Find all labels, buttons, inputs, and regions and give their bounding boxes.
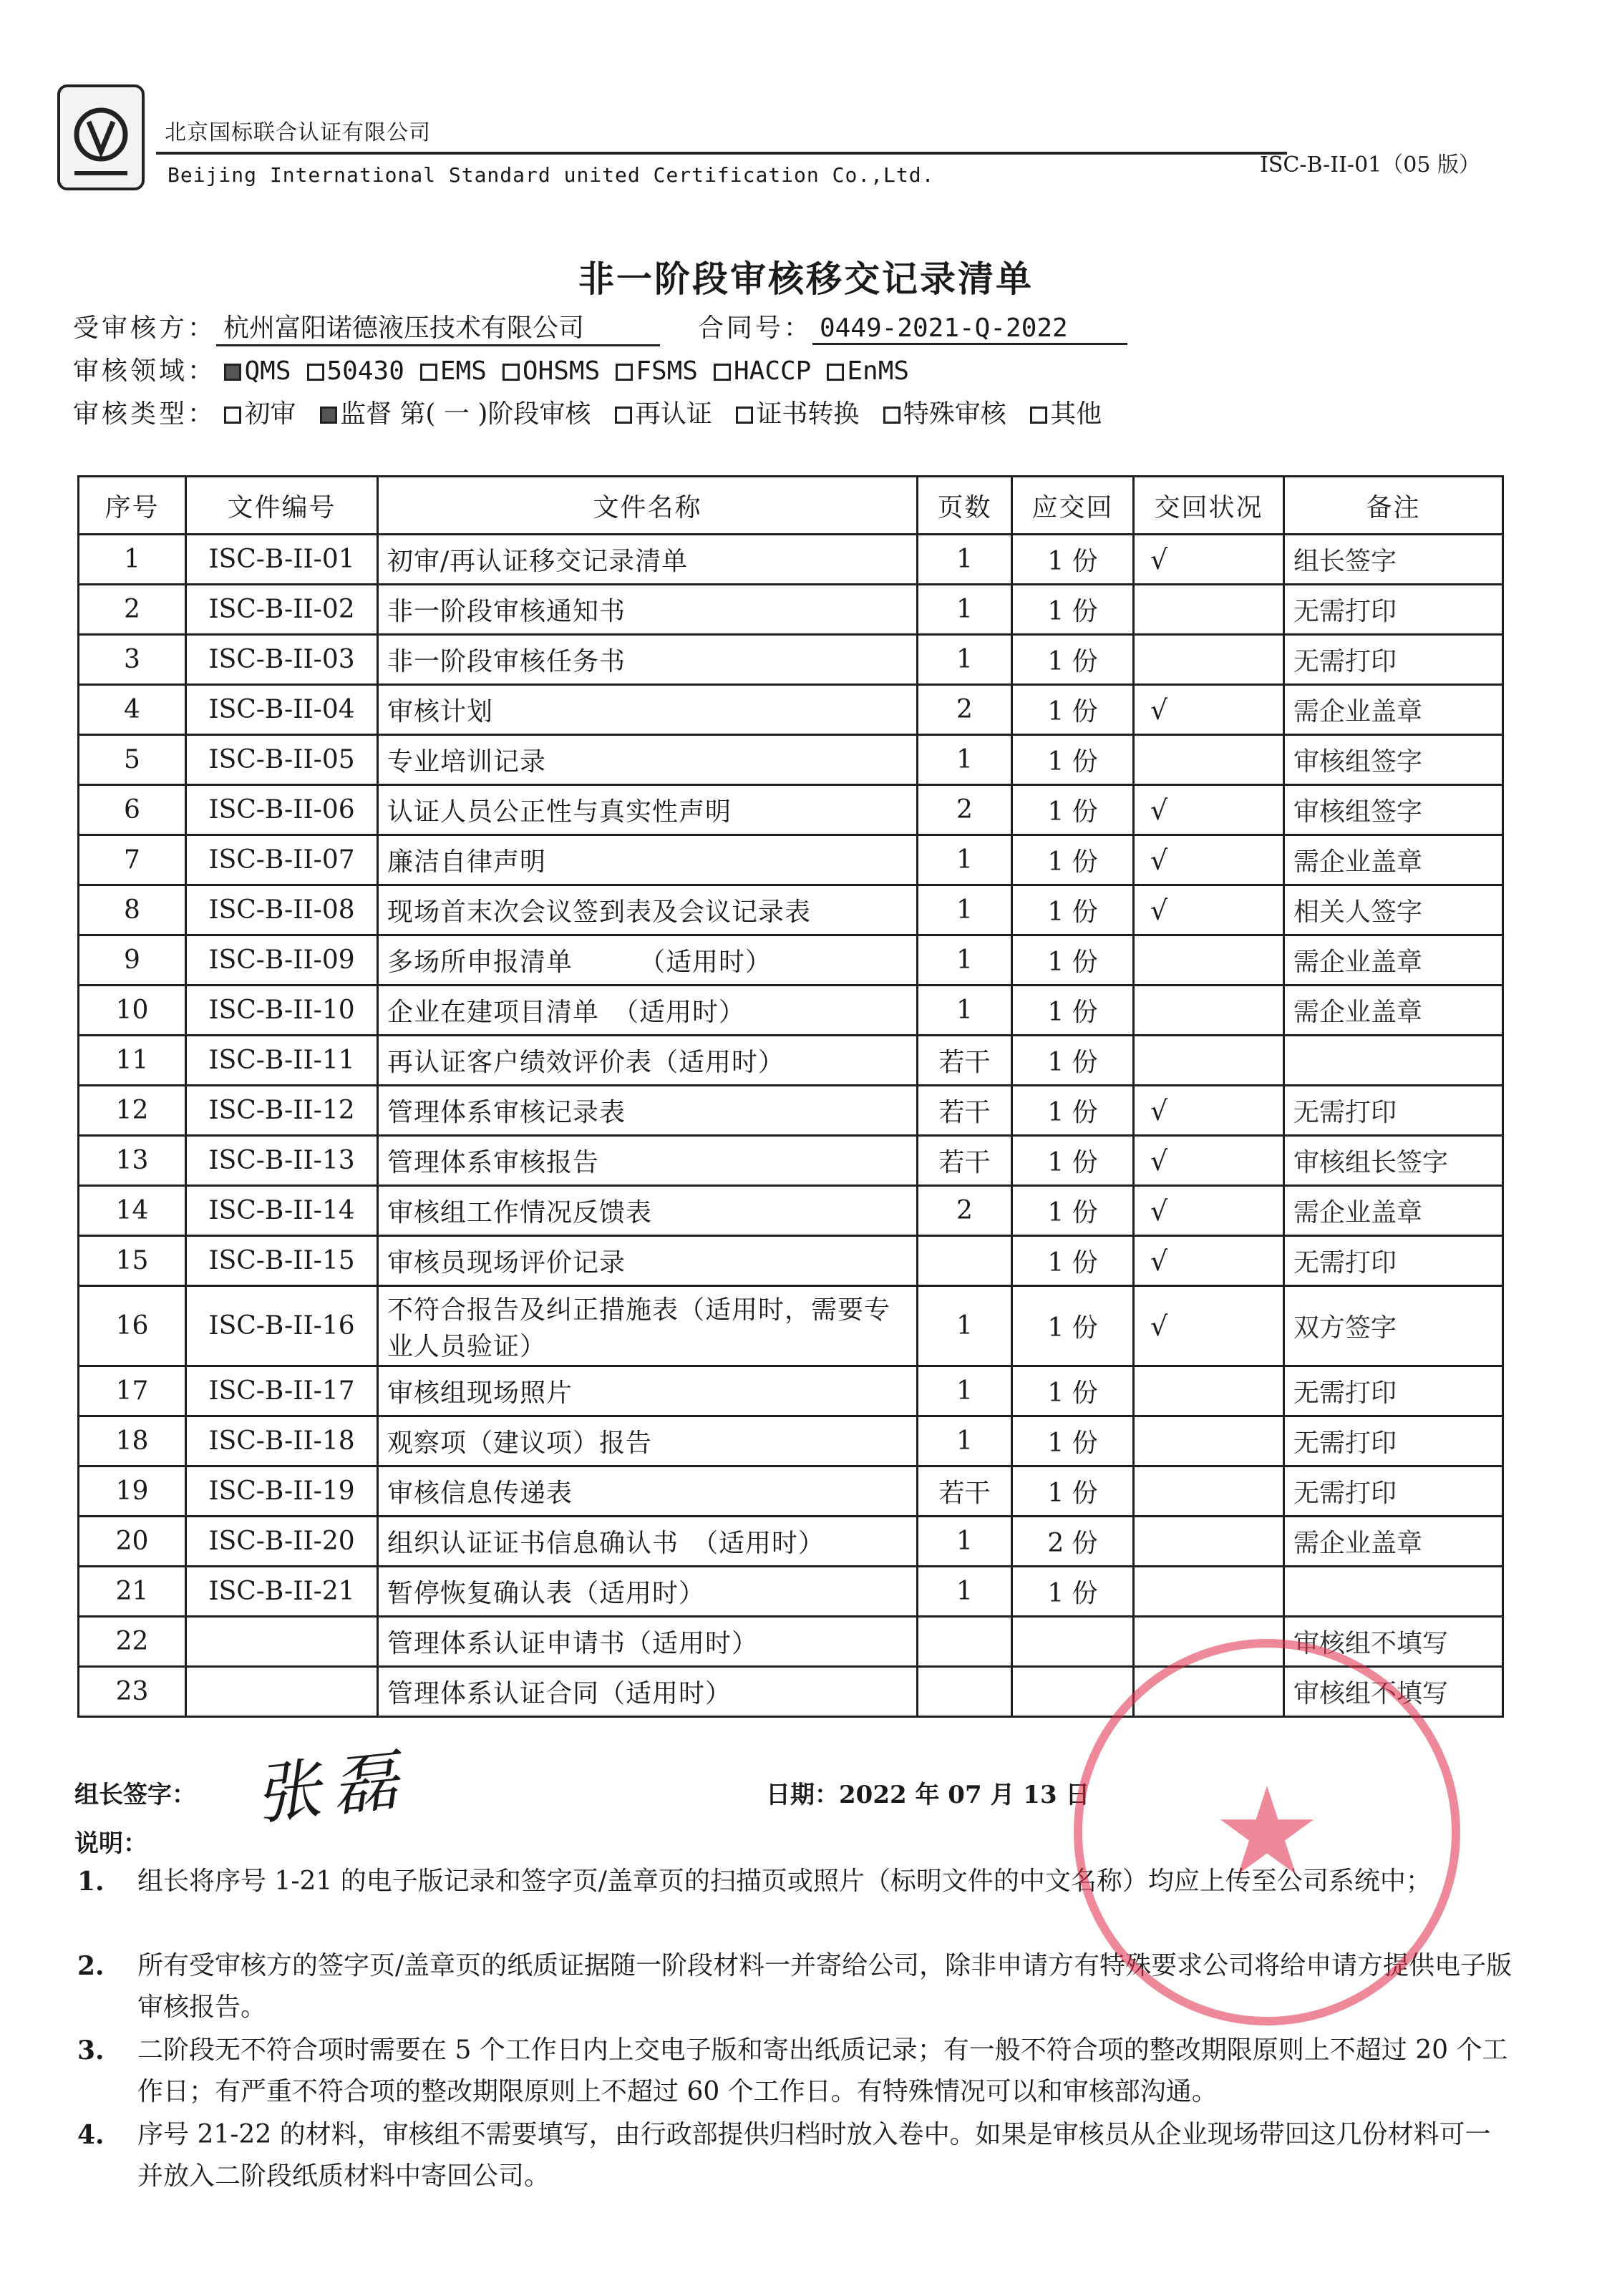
note-item: 2. 所有受审核方的签字页/盖章页的纸质证据随一阶段材料一并寄给公司，除非申请方有特殊要求公司将给申请方提供电子版审核报告。 bbox=[77, 1951, 1513, 2022]
row-pages: 若干 bbox=[918, 1466, 1012, 1517]
row-name: 管理体系认证合同（适用时） bbox=[378, 1667, 918, 1717]
row-no: 11 bbox=[79, 1036, 186, 1086]
type-initial-option[interactable]: 初审 bbox=[224, 394, 296, 430]
row-code: ISC-B-II-05 bbox=[186, 735, 378, 785]
row-pages: 1 bbox=[918, 986, 1012, 1036]
row-copies: 1 份 bbox=[1012, 1036, 1134, 1086]
domain-option-ems[interactable]: EMS bbox=[420, 356, 487, 386]
type-label: 审核类型： bbox=[73, 399, 217, 429]
row-name: 多场所申报清单 （适用时） bbox=[378, 935, 918, 986]
row-code bbox=[186, 1667, 378, 1717]
stage-text: 第( 一 )阶段审核 bbox=[399, 399, 591, 429]
checkbox-icon bbox=[502, 364, 520, 381]
page-title: 非一阶段审核移交记录清单 bbox=[578, 258, 1034, 300]
row-copies: 1 份 bbox=[1012, 1416, 1134, 1466]
row-code: ISC-B-II-21 bbox=[186, 1567, 378, 1617]
company-name-cn: 北京国标联合认证有限公司 bbox=[165, 120, 431, 145]
row-no: 21 bbox=[79, 1567, 186, 1617]
row-status: √ bbox=[1134, 835, 1284, 885]
row-name: 审核组现场照片 bbox=[378, 1366, 918, 1416]
audit-domain-row bbox=[73, 351, 925, 387]
row-no: 2 bbox=[79, 585, 186, 635]
type-other-option[interactable]: 其他 bbox=[1030, 394, 1102, 430]
row-copies: 1 份 bbox=[1012, 1366, 1134, 1416]
row-pages: 2 bbox=[918, 785, 1012, 835]
header-remark: 备注 bbox=[1284, 477, 1503, 535]
signature-date: 日期：2022 年 07 月 13 日 bbox=[766, 1781, 1090, 1809]
checkbox-icon bbox=[615, 407, 632, 424]
row-code: ISC-B-II-18 bbox=[186, 1416, 378, 1466]
row-copies: 1 份 bbox=[1012, 1236, 1134, 1286]
checkbox-checked-icon bbox=[224, 364, 241, 381]
records-table bbox=[77, 475, 1504, 1718]
row-code: ISC-B-II-07 bbox=[186, 835, 378, 885]
row-copies: 1 份 bbox=[1012, 885, 1134, 935]
row-no: 23 bbox=[79, 1667, 186, 1717]
row-code: ISC-B-II-19 bbox=[186, 1466, 378, 1517]
table-row bbox=[79, 1517, 1503, 1567]
auditee-row bbox=[73, 308, 1127, 346]
row-remark: 审核组不填写 bbox=[1284, 1667, 1503, 1717]
row-copies: 1 份 bbox=[1012, 1136, 1134, 1186]
row-remark bbox=[1284, 1567, 1503, 1617]
row-copies bbox=[1012, 1617, 1134, 1667]
table-row bbox=[79, 585, 1503, 635]
note-item: 3. 二阶段无不符合项时需要在 5 个工作日内上交电子版和寄出纸质记录；有一般不符合项的整改期限原则上不超过 20 个工作日；有严重不符合项的整改期限原则上不超过 60 个工作日。有特殊情况可以和审核部沟通。 bbox=[77, 2035, 1508, 2106]
row-pages: 1 bbox=[918, 535, 1012, 585]
header-divider bbox=[156, 152, 1287, 155]
table-row bbox=[79, 735, 1503, 785]
domain-options bbox=[224, 356, 925, 386]
row-remark: 审核组长签字 bbox=[1284, 1136, 1503, 1186]
row-pages bbox=[918, 1236, 1012, 1286]
contract-value[interactable]: 0449-2021-Q-2022 bbox=[812, 313, 1127, 345]
row-no: 6 bbox=[79, 785, 186, 835]
row-remark: 无需打印 bbox=[1284, 1416, 1503, 1466]
auditee-value[interactable]: 杭州富阳诺德液压技术有限公司 bbox=[216, 308, 660, 346]
seal-star-icon: ★ bbox=[1212, 1761, 1322, 1903]
row-remark: 无需打印 bbox=[1284, 585, 1503, 635]
row-pages: 1 bbox=[918, 585, 1012, 635]
row-no: 3 bbox=[79, 635, 186, 685]
row-remark: 需企业盖章 bbox=[1284, 935, 1503, 986]
header-status: 交回状况 bbox=[1134, 477, 1284, 535]
row-pages: 1 bbox=[918, 885, 1012, 935]
row-copies: 1 份 bbox=[1012, 1086, 1134, 1136]
row-copies: 1 份 bbox=[1012, 986, 1134, 1036]
checkbox-icon bbox=[420, 364, 437, 381]
auditee-label: 受审核方： bbox=[73, 313, 217, 343]
company-name-en: Beijing International Standard united Certification Co.,Ltd. bbox=[167, 163, 935, 187]
row-pages: 1 bbox=[918, 1517, 1012, 1567]
row-pages: 若干 bbox=[918, 1136, 1012, 1186]
row-pages: 1 bbox=[918, 1567, 1012, 1617]
row-status bbox=[1134, 1416, 1284, 1466]
row-name: 非一阶段审核通知书 bbox=[378, 585, 918, 635]
row-remark: 无需打印 bbox=[1284, 1366, 1503, 1416]
row-remark: 需企业盖章 bbox=[1284, 1186, 1503, 1236]
domain-option-ohsms[interactable]: OHSMS bbox=[502, 356, 600, 386]
row-name: 审核计划 bbox=[378, 685, 918, 735]
row-status bbox=[1134, 1466, 1284, 1517]
row-code: ISC-B-II-11 bbox=[186, 1036, 378, 1086]
row-no: 12 bbox=[79, 1086, 186, 1136]
row-name: 审核信息传递表 bbox=[378, 1466, 918, 1517]
row-copies: 2 份 bbox=[1012, 1517, 1134, 1567]
row-code: ISC-B-II-15 bbox=[186, 1236, 378, 1286]
row-name: 认证人员公正性与真实性声明 bbox=[378, 785, 918, 835]
row-name: 组织认证证书信息确认书 （适用时） bbox=[378, 1517, 918, 1567]
notes-title: 说明： bbox=[74, 1829, 147, 1858]
row-pages: 1 bbox=[918, 1286, 1012, 1366]
table-row bbox=[79, 986, 1503, 1036]
checkbox-icon bbox=[883, 407, 900, 424]
row-remark: 需企业盖章 bbox=[1284, 1517, 1503, 1567]
form-code: ISC-B-II-01（05 版） bbox=[1260, 152, 1480, 177]
table-row bbox=[79, 1667, 1503, 1717]
type-recert-option[interactable]: 再认证 bbox=[615, 394, 712, 430]
row-no: 7 bbox=[79, 835, 186, 885]
row-name: 非一阶段审核任务书 bbox=[378, 635, 918, 685]
table-row bbox=[79, 535, 1503, 585]
row-remark: 无需打印 bbox=[1284, 1086, 1503, 1136]
row-code: ISC-B-II-17 bbox=[186, 1366, 378, 1416]
row-name: 企业在建项目清单 （适用时） bbox=[378, 986, 918, 1036]
row-pages: 1 bbox=[918, 735, 1012, 785]
row-name: 廉洁自律声明 bbox=[378, 835, 918, 885]
type-surveillance-option[interactable]: 监督 第( 一 )阶段审核 bbox=[320, 394, 591, 430]
table-row bbox=[79, 1466, 1503, 1517]
row-copies: 1 份 bbox=[1012, 785, 1134, 835]
domain-option-haccp[interactable]: HACCP bbox=[714, 356, 811, 386]
row-code: ISC-B-II-04 bbox=[186, 685, 378, 735]
note-item: 4. 序号 21-22 的材料，审核组不需要填写，由行政部提供归档时放入卷中。如果是审核员从企业现场带回这几份材料可一并放入二阶段纸质材料中寄回公司。 bbox=[77, 2120, 1491, 2191]
row-name: 再认证客户绩效评价表（适用时） bbox=[378, 1036, 918, 1086]
header-copies: 应交回 bbox=[1012, 477, 1134, 535]
table-row bbox=[79, 1617, 1503, 1667]
row-code: ISC-B-II-16 bbox=[186, 1286, 378, 1366]
domain-option-enms[interactable]: EnMS bbox=[827, 356, 909, 386]
row-no: 19 bbox=[79, 1466, 186, 1517]
table-row bbox=[79, 1366, 1503, 1416]
row-no: 17 bbox=[79, 1366, 186, 1416]
table-row bbox=[79, 835, 1503, 885]
row-no: 14 bbox=[79, 1186, 186, 1236]
table-row bbox=[79, 1286, 1503, 1366]
row-status bbox=[1134, 1567, 1284, 1617]
row-no: 22 bbox=[79, 1617, 186, 1667]
row-code: ISC-B-II-13 bbox=[186, 1136, 378, 1186]
table-row bbox=[79, 1416, 1503, 1466]
row-status: √ bbox=[1134, 685, 1284, 735]
row-status bbox=[1134, 1517, 1284, 1567]
row-name: 观察项（建议项）报告 bbox=[378, 1416, 918, 1466]
row-status bbox=[1134, 1366, 1284, 1416]
row-status bbox=[1134, 1667, 1284, 1717]
table-row bbox=[79, 1136, 1503, 1186]
note-item: 1. 组长将序号 1-21 的电子版记录和签字页/盖章页的扫描页或照片（标明文件的中文名称）均应上传至公司系统中； bbox=[77, 1867, 1432, 1897]
row-status bbox=[1134, 735, 1284, 785]
row-copies bbox=[1012, 1667, 1134, 1717]
table-row bbox=[79, 1567, 1503, 1617]
row-copies: 1 份 bbox=[1012, 685, 1134, 735]
domain-option-fsms[interactable]: FSMS bbox=[616, 356, 698, 386]
row-copies: 1 份 bbox=[1012, 835, 1134, 885]
row-pages: 1 bbox=[918, 835, 1012, 885]
table-row bbox=[79, 935, 1503, 986]
domain-option-qms[interactable]: QMS bbox=[224, 356, 291, 386]
row-remark: 无需打印 bbox=[1284, 635, 1503, 685]
row-status bbox=[1134, 635, 1284, 685]
row-copies: 1 份 bbox=[1012, 935, 1134, 986]
row-name: 审核组工作情况反馈表 bbox=[378, 1186, 918, 1236]
row-remark: 组长签字 bbox=[1284, 535, 1503, 585]
row-remark: 需企业盖章 bbox=[1284, 986, 1503, 1036]
row-no: 8 bbox=[79, 885, 186, 935]
row-remark: 需企业盖章 bbox=[1284, 685, 1503, 735]
row-remark: 需企业盖章 bbox=[1284, 835, 1503, 885]
row-status bbox=[1134, 935, 1284, 986]
row-no: 20 bbox=[79, 1517, 186, 1567]
row-name: 现场首末次会议签到表及会议记录表 bbox=[378, 885, 918, 935]
row-pages bbox=[918, 1667, 1012, 1717]
checkbox-icon bbox=[736, 407, 753, 424]
row-pages: 1 bbox=[918, 1416, 1012, 1466]
row-code: ISC-B-II-03 bbox=[186, 635, 378, 685]
row-no: 15 bbox=[79, 1236, 186, 1286]
leader-signature-label: 组长签字： bbox=[74, 1781, 196, 1809]
row-status bbox=[1134, 1036, 1284, 1086]
row-name: 管理体系审核记录表 bbox=[378, 1086, 918, 1136]
row-code: ISC-B-II-14 bbox=[186, 1186, 378, 1236]
row-name: 专业培训记录 bbox=[378, 735, 918, 785]
table-row bbox=[79, 785, 1503, 835]
row-pages: 1 bbox=[918, 935, 1012, 986]
row-status: √ bbox=[1134, 535, 1284, 585]
table-row bbox=[79, 1186, 1503, 1236]
row-status bbox=[1134, 986, 1284, 1036]
company-logo bbox=[57, 84, 145, 190]
row-copies: 1 份 bbox=[1012, 1466, 1134, 1517]
row-name: 管理体系认证申请书（适用时） bbox=[378, 1617, 918, 1667]
row-status bbox=[1134, 1617, 1284, 1667]
row-pages: 若干 bbox=[918, 1086, 1012, 1136]
row-code: ISC-B-II-20 bbox=[186, 1517, 378, 1567]
audit-type-row bbox=[73, 394, 1117, 430]
row-no: 9 bbox=[79, 935, 186, 986]
type-transfer-option[interactable]: 证书转换 bbox=[736, 394, 859, 430]
row-status: √ bbox=[1134, 1236, 1284, 1286]
row-name: 不符合报告及纠正措施表（适用时，需要专业人员验证） bbox=[378, 1286, 918, 1366]
checkbox-checked-icon bbox=[320, 407, 337, 424]
table-body bbox=[79, 535, 1503, 1717]
row-pages: 1 bbox=[918, 635, 1012, 685]
row-code: ISC-B-II-01 bbox=[186, 535, 378, 585]
row-name: 审核员现场评价记录 bbox=[378, 1236, 918, 1286]
row-copies: 1 份 bbox=[1012, 535, 1134, 585]
row-status: √ bbox=[1134, 1136, 1284, 1186]
row-no: 16 bbox=[79, 1286, 186, 1366]
table-row bbox=[79, 1086, 1503, 1136]
row-pages: 2 bbox=[918, 685, 1012, 735]
row-remark: 审核组签字 bbox=[1284, 785, 1503, 835]
row-code: ISC-B-II-08 bbox=[186, 885, 378, 935]
row-no: 18 bbox=[79, 1416, 186, 1466]
row-no: 10 bbox=[79, 986, 186, 1036]
row-pages bbox=[918, 1617, 1012, 1667]
row-no: 5 bbox=[79, 735, 186, 785]
row-code: ISC-B-II-09 bbox=[186, 935, 378, 986]
row-pages: 1 bbox=[918, 1366, 1012, 1416]
row-pages: 2 bbox=[918, 1186, 1012, 1236]
table-row bbox=[79, 685, 1503, 735]
row-copies: 1 份 bbox=[1012, 1567, 1134, 1617]
row-copies: 1 份 bbox=[1012, 635, 1134, 685]
row-code: ISC-B-II-06 bbox=[186, 785, 378, 835]
contract-label: 合同号： bbox=[697, 313, 812, 343]
table-header-row bbox=[79, 477, 1503, 535]
checkbox-icon bbox=[224, 407, 241, 424]
row-remark bbox=[1284, 1036, 1503, 1086]
row-status bbox=[1134, 585, 1284, 635]
checkbox-icon bbox=[714, 364, 731, 381]
checkbox-icon bbox=[827, 364, 844, 381]
row-code: ISC-B-II-10 bbox=[186, 986, 378, 1036]
row-remark: 审核组签字 bbox=[1284, 735, 1503, 785]
row-code bbox=[186, 1617, 378, 1667]
row-status: √ bbox=[1134, 1086, 1284, 1136]
row-name: 管理体系审核报告 bbox=[378, 1136, 918, 1186]
row-code: ISC-B-II-02 bbox=[186, 585, 378, 635]
row-no: 4 bbox=[79, 685, 186, 735]
table-row bbox=[79, 1236, 1503, 1286]
row-name: 初审/再认证移交记录清单 bbox=[378, 535, 918, 585]
row-copies: 1 份 bbox=[1012, 1186, 1134, 1236]
row-pages: 若干 bbox=[918, 1036, 1012, 1086]
row-copies: 1 份 bbox=[1012, 1286, 1134, 1366]
logo-icon bbox=[60, 87, 142, 188]
row-remark: 审核组不填写 bbox=[1284, 1617, 1503, 1667]
row-status: √ bbox=[1134, 785, 1284, 835]
table-row bbox=[79, 885, 1503, 935]
row-copies: 1 份 bbox=[1012, 735, 1134, 785]
checkbox-icon bbox=[616, 364, 633, 381]
row-no: 13 bbox=[79, 1136, 186, 1186]
row-name: 暂停恢复确认表（适用时） bbox=[378, 1567, 918, 1617]
table-row bbox=[79, 1036, 1503, 1086]
header-name: 文件名称 bbox=[378, 477, 918, 535]
domain-label: 审核领域： bbox=[73, 356, 217, 386]
row-status: √ bbox=[1134, 885, 1284, 935]
row-status: √ bbox=[1134, 1286, 1284, 1366]
row-copies: 1 份 bbox=[1012, 585, 1134, 635]
table-row bbox=[79, 635, 1503, 685]
row-remark: 相关人签字 bbox=[1284, 885, 1503, 935]
row-remark: 无需打印 bbox=[1284, 1236, 1503, 1286]
row-remark: 双方签字 bbox=[1284, 1286, 1503, 1366]
checkbox-icon bbox=[1030, 407, 1047, 424]
header-no: 序号 bbox=[79, 477, 186, 535]
row-code: ISC-B-II-12 bbox=[186, 1086, 378, 1136]
domain-option-50430[interactable]: 50430 bbox=[307, 356, 404, 386]
row-status: √ bbox=[1134, 1186, 1284, 1236]
header-code: 文件编号 bbox=[186, 477, 378, 535]
row-remark: 无需打印 bbox=[1284, 1466, 1503, 1517]
checkbox-icon bbox=[307, 364, 324, 381]
type-special-option[interactable]: 特殊审核 bbox=[883, 394, 1006, 430]
leader-signature: 张磊 bbox=[251, 1741, 413, 1834]
header-pages: 页数 bbox=[918, 477, 1012, 535]
row-no: 1 bbox=[79, 535, 186, 585]
